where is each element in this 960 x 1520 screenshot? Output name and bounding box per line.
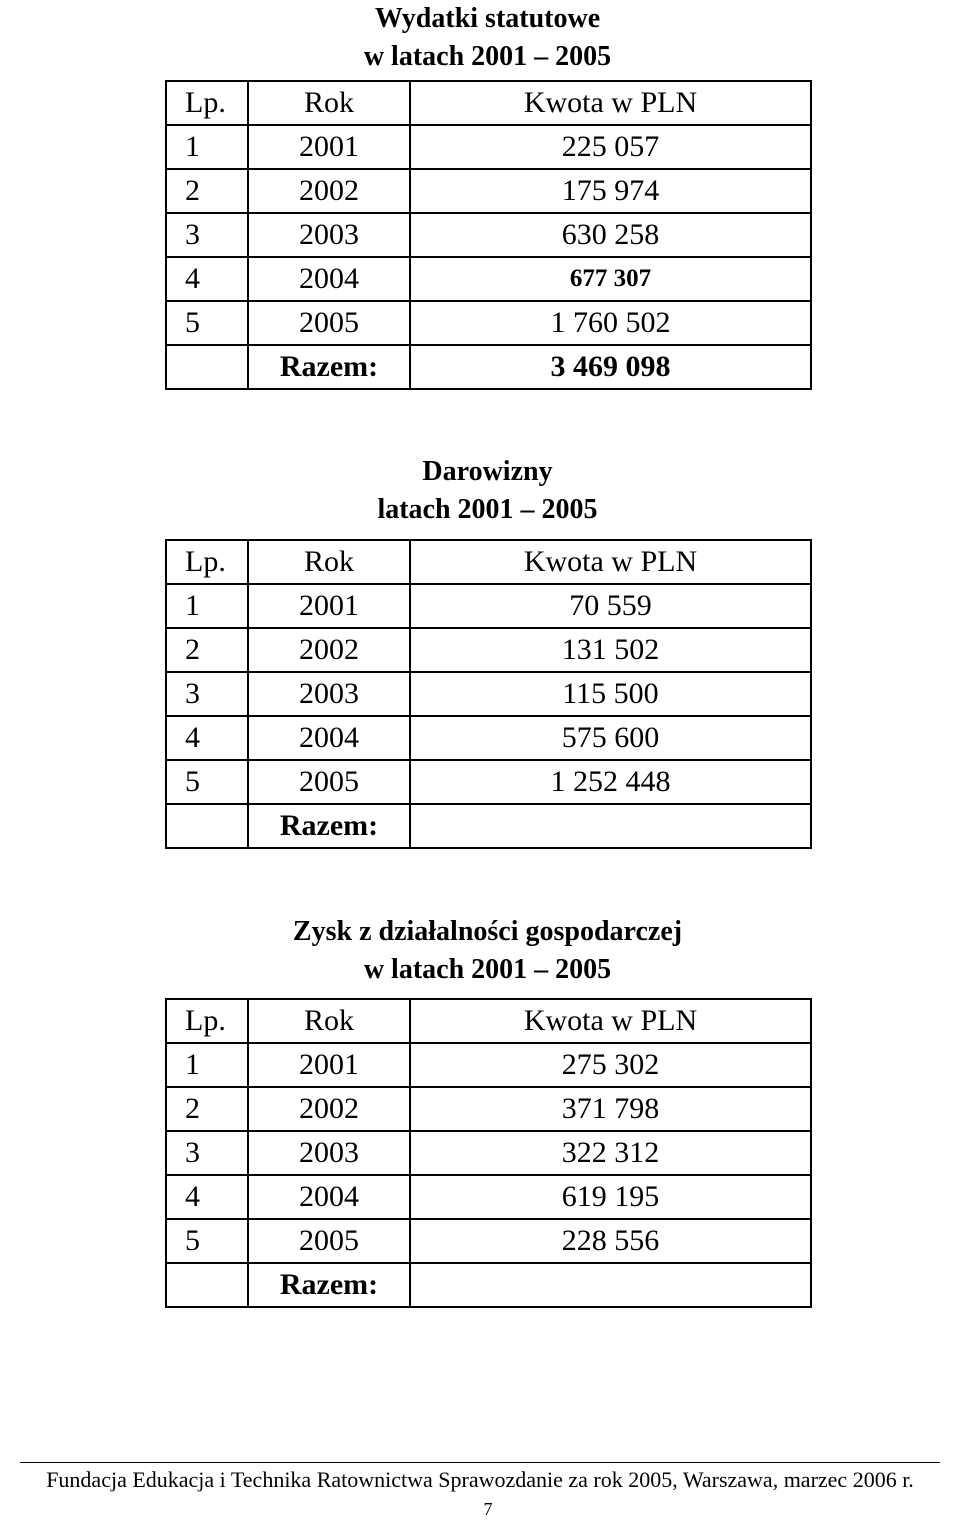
table-row — [166, 584, 811, 628]
table-row — [166, 628, 811, 672]
table-header-row — [166, 999, 811, 1043]
table-darowizny — [165, 539, 812, 849]
title-line-2: w latach 2001 – 2005 — [363, 954, 612, 985]
footer-divider — [20, 1462, 940, 1463]
total-label: Razem: — [248, 804, 410, 848]
table-row — [166, 716, 811, 760]
cell-amount: 275 302 — [410, 1043, 811, 1087]
title-line-1: Darowizny — [422, 456, 553, 487]
page-number: 7 — [483, 1499, 493, 1519]
cell-lp: 2 — [166, 628, 248, 672]
footer-text: Fundacja Edukacja i Technika Ratownictwa Sprawozdanie za rok 2005, Warszawa, marzec 2006 r. — [46, 1467, 914, 1492]
cell-year: 2001 — [248, 1043, 410, 1087]
cell-amount: 619 195 — [410, 1175, 811, 1219]
total-value — [410, 804, 811, 848]
cell-lp: 3 — [166, 1131, 248, 1175]
cell-lp: 4 — [166, 1175, 248, 1219]
table-row — [166, 760, 811, 804]
table-row — [166, 213, 811, 257]
cell-lp: 1 — [166, 125, 248, 169]
cell-amount: 115 500 — [410, 672, 811, 716]
cell-year: 2005 — [248, 760, 410, 804]
cell-year: 2003 — [248, 213, 410, 257]
cell-amount: 322 312 — [410, 1131, 811, 1175]
cell-lp: 5 — [166, 301, 248, 345]
total-label: Razem: — [248, 1263, 410, 1307]
cell-amount: 1 252 448 — [410, 760, 811, 804]
cell-year: 2002 — [248, 628, 410, 672]
cell-year: 2005 — [248, 301, 410, 345]
header-amount: Kwota w PLN — [410, 540, 811, 584]
total-label: Razem: — [248, 345, 410, 389]
title-line-1: Wydatki statutowe — [374, 3, 601, 34]
total-row — [166, 345, 811, 389]
title-line-1: Zysk z działalności gospodarczej — [292, 916, 683, 947]
cell-lp: 1 — [166, 1043, 248, 1087]
cell-year: 2005 — [248, 1219, 410, 1263]
cell-amount: 575 600 — [410, 716, 811, 760]
table-row — [166, 169, 811, 213]
cell-lp: 5 — [166, 1219, 248, 1263]
cell-lp: 2 — [166, 169, 248, 213]
cell-amount: 630 258 — [410, 213, 811, 257]
title-line-2: latach 2001 – 2005 — [377, 494, 598, 525]
header-lp: Lp. — [166, 999, 248, 1043]
cell-lp: 1 — [166, 584, 248, 628]
total-value: 3 469 098 — [410, 345, 811, 389]
cell-amount: 225 057 — [410, 125, 811, 169]
section-title-wydatki — [165, 0, 810, 76]
cell-empty — [166, 345, 248, 389]
cell-amount: 70 559 — [410, 584, 811, 628]
cell-year: 2001 — [248, 125, 410, 169]
total-row — [166, 804, 811, 848]
table-header-row — [166, 81, 811, 125]
table-row — [166, 672, 811, 716]
cell-lp: 3 — [166, 672, 248, 716]
cell-lp: 3 — [166, 213, 248, 257]
header-year: Rok — [248, 81, 410, 125]
cell-year: 2002 — [248, 1087, 410, 1131]
cell-amount: 1 760 502 — [410, 301, 811, 345]
header-lp: Lp. — [166, 540, 248, 584]
table-row — [166, 257, 811, 301]
cell-empty — [166, 1263, 248, 1307]
total-row — [166, 1263, 811, 1307]
cell-year: 2004 — [248, 1175, 410, 1219]
table-row — [166, 1043, 811, 1087]
header-year: Rok — [248, 540, 410, 584]
section-title-darowizny — [165, 453, 810, 529]
table-row — [166, 301, 811, 345]
cell-lp: 5 — [166, 760, 248, 804]
table-row — [166, 1087, 811, 1131]
table-row — [166, 1131, 811, 1175]
table-zysk — [165, 998, 812, 1308]
table-row — [166, 1175, 811, 1219]
section-title-zysk — [165, 913, 810, 989]
cell-lp: 2 — [166, 1087, 248, 1131]
cell-amount: 131 502 — [410, 628, 811, 672]
header-lp: Lp. — [166, 81, 248, 125]
cell-year: 2002 — [248, 169, 410, 213]
table-wydatki — [165, 80, 812, 390]
cell-year: 2003 — [248, 672, 410, 716]
cell-empty — [166, 804, 248, 848]
header-amount: Kwota w PLN — [410, 81, 811, 125]
cell-lp: 4 — [166, 716, 248, 760]
cell-amount: 371 798 — [410, 1087, 811, 1131]
cell-year: 2003 — [248, 1131, 410, 1175]
cell-lp: 4 — [166, 257, 248, 301]
cell-amount: 175 974 — [410, 169, 811, 213]
cell-year: 2001 — [248, 584, 410, 628]
table-row — [166, 1219, 811, 1263]
cell-amount: 677 307 — [410, 257, 811, 301]
cell-year: 2004 — [248, 257, 410, 301]
table-row — [166, 125, 811, 169]
cell-amount: 228 556 — [410, 1219, 811, 1263]
header-amount: Kwota w PLN — [410, 999, 811, 1043]
total-value — [410, 1263, 811, 1307]
title-line-2: w latach 2001 – 2005 — [363, 41, 612, 72]
cell-year: 2004 — [248, 716, 410, 760]
table-header-row — [166, 540, 811, 584]
header-year: Rok — [248, 999, 410, 1043]
